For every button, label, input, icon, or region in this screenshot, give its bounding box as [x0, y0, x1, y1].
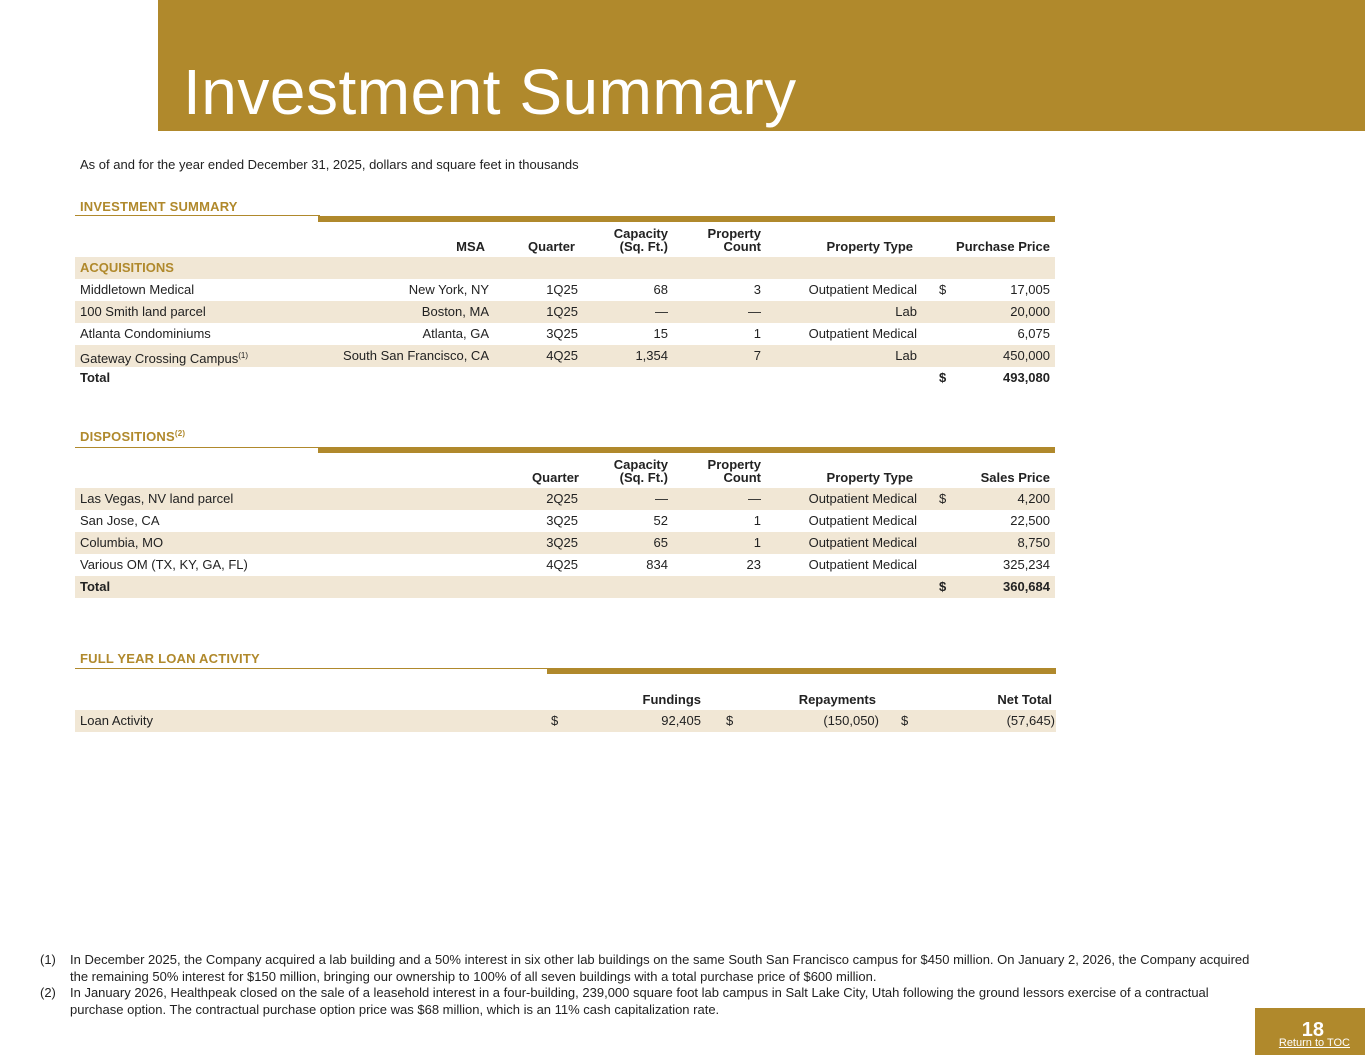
total-row: [75, 367, 1055, 389]
table-row: [75, 279, 1055, 301]
currency: $: [939, 282, 947, 297]
header-sales-price: Sales Price: [980, 470, 1050, 485]
loan-activity-row: [75, 710, 1056, 732]
section-divider: [75, 215, 320, 216]
footnote-marker: (1): [238, 351, 249, 360]
property-name-text: Middletown Medical: [80, 282, 195, 297]
footnote-item: [40, 985, 1250, 1018]
property-name: Various OM (TX, KY, GA, FL): [80, 557, 248, 572]
header-msa: MSA: [456, 239, 485, 254]
acquisition-rows: [75, 279, 1055, 367]
footnotes: [40, 952, 1250, 1018]
page-number-box: [1255, 1008, 1365, 1055]
header-quarter: Quarter: [532, 470, 579, 485]
capacity: —: [655, 304, 668, 319]
loans-section-title: FULL YEAR LOAN ACTIVITY: [80, 651, 260, 666]
property-count: 1: [753, 326, 761, 341]
footnote-number: (2): [40, 985, 56, 1000]
property-count: 23: [746, 557, 761, 572]
quarter: 4Q25: [546, 348, 578, 363]
disposition-rows: [75, 488, 1055, 576]
table-row: [75, 554, 1055, 576]
sales-price: 8,750: [1017, 535, 1050, 550]
total-value: 360,684: [1003, 579, 1050, 594]
table-row: [75, 323, 1055, 345]
property-type: Lab: [895, 304, 917, 319]
purchase-price: 20,000: [1010, 304, 1050, 319]
total-currency: $: [939, 579, 947, 594]
footnote-number: (1): [40, 952, 56, 967]
quarter: 1Q25: [546, 282, 578, 297]
purchase-price: 17,005: [1010, 282, 1050, 297]
header-property-type: Property Type: [826, 470, 913, 485]
header-quarter: Quarter: [528, 239, 575, 254]
table-row: [75, 488, 1055, 510]
property-type: Lab: [895, 348, 917, 363]
property-count: 1: [753, 513, 761, 528]
property-type: Outpatient Medical: [808, 557, 917, 572]
loan-activity-label: Loan Activity: [80, 713, 153, 728]
property-name: Columbia, MO: [80, 535, 164, 550]
table-header-row: [75, 675, 1056, 710]
dispositions-table: [75, 453, 1055, 598]
purchase-price: 6,075: [1017, 326, 1050, 341]
investment-table: [75, 222, 1055, 389]
property-name: [80, 349, 248, 366]
property-name: Las Vegas, NV land parcel: [80, 491, 234, 506]
quarter: 3Q25: [546, 535, 578, 550]
currency: $: [939, 491, 947, 506]
table-row: [75, 301, 1055, 323]
sales-price: 325,234: [1003, 557, 1050, 572]
header-repayments: Repayments: [798, 692, 876, 707]
footnote-item: [40, 952, 1250, 985]
header-net-total: Net Total: [997, 692, 1052, 707]
net-value: (57,645): [1006, 713, 1055, 728]
repayments-value: (150,050): [823, 713, 879, 728]
header-capacity: Capacity (Sq. Ft.): [613, 457, 668, 485]
return-to-toc-link[interactable]: Return to TOC: [1278, 1037, 1350, 1049]
capacity: 15: [653, 326, 668, 341]
table-row: [75, 510, 1055, 532]
table-row: [75, 345, 1055, 367]
msa: Boston, MA: [421, 304, 489, 319]
property-count: —: [748, 304, 761, 319]
property-name: [80, 283, 194, 297]
property-name-text: 100 Smith land parcel: [80, 304, 206, 319]
property-type: Outpatient Medical: [808, 535, 917, 550]
title-banner: [158, 0, 1365, 131]
dispositions-section-title: DISPOSITIONS$^{(2)}$: [80, 429, 186, 444]
property-count: 7: [753, 348, 761, 363]
page-title: Investment Summary: [183, 56, 797, 128]
category-row: [75, 257, 1055, 279]
footnote-text: In January 2026, Healthpeak closed on the sale of a leasehold interest in a four-building, 239,000 square foot lab campus in Salt Lake City, Utah following the ground lessors exercise of a contractual purchase option. The contractual purchase option price was $68 million, which is an 11% cash capitalization rate.: [70, 985, 1209, 1017]
msa: New York, NY: [408, 282, 489, 297]
quarter: 2Q25: [546, 491, 578, 506]
property-type: Outpatient Medical: [808, 282, 917, 297]
quarter: 3Q25: [546, 513, 578, 528]
total-value: 493,080: [1003, 370, 1050, 385]
sales-price: 4,200: [1017, 491, 1050, 506]
msa: Atlanta, GA: [422, 326, 489, 341]
page-number: 18: [1301, 1019, 1324, 1041]
total-label: Total: [80, 370, 111, 385]
quarter: 3Q25: [546, 326, 578, 341]
header-purchase-price: Purchase Price: [956, 239, 1050, 254]
total-row: [75, 576, 1055, 598]
purchase-price: 450,000: [1003, 348, 1050, 363]
property-type: Outpatient Medical: [808, 491, 917, 506]
property-type: Outpatient Medical: [808, 326, 917, 341]
total-label: Total: [80, 579, 111, 594]
header-fundings: Fundings: [642, 692, 701, 707]
capacity: 68: [653, 282, 668, 297]
property-type: Outpatient Medical: [808, 513, 917, 528]
investment-section-title: INVESTMENT SUMMARY: [80, 199, 238, 214]
property-name: San Jose, CA: [80, 513, 160, 528]
table-header-row: [75, 453, 1055, 488]
property-count: 1: [753, 535, 761, 550]
header-property-count: Property Count: [707, 226, 761, 254]
capacity: —: [655, 491, 668, 506]
property-name-text: Gateway Crossing Campus: [80, 351, 239, 366]
property-count: 3: [753, 282, 761, 297]
section-accent-bar: [547, 668, 1056, 674]
capacity: 52: [653, 513, 668, 528]
property-name: [80, 305, 206, 319]
fundings-currency: $: [551, 713, 559, 728]
header-property-count: Property Count: [707, 457, 761, 485]
msa: South San Francisco, CA: [343, 348, 489, 363]
header-property-type: Property Type: [826, 239, 913, 254]
report-subtitle: As of and for the year ended December 31, 2025, dollars and square feet in thousands: [80, 157, 579, 172]
quarter: 4Q25: [546, 557, 578, 572]
header-capacity: Capacity (Sq. Ft.): [613, 226, 668, 254]
quarter: 1Q25: [546, 304, 578, 319]
capacity: 1,354: [635, 348, 668, 363]
loan-table: [75, 675, 1056, 732]
table-header-row: [75, 222, 1055, 257]
table-row: [75, 532, 1055, 554]
footnote-text: In December 2025, the Company acquired a lab building and a 50% interest in six other lab buildings on the same South San Francisco campus for $450 million. On January 2, 2026, the Company acquired the remaining 50% interest for $150 million, bringing our ownership to 100% of all seven buildings with a total purchase price of $600 million.: [70, 952, 1250, 984]
total-currency: $: [939, 370, 947, 385]
property-count: —: [748, 491, 761, 506]
net-currency: $: [901, 713, 909, 728]
fundings-value: 92,405: [661, 713, 701, 728]
property-name: [80, 327, 211, 341]
sales-price: 22,500: [1010, 513, 1050, 528]
category-acquisitions: ACQUISITIONS: [80, 260, 174, 275]
repayments-currency: $: [726, 713, 734, 728]
capacity: 834: [646, 557, 668, 572]
capacity: 65: [653, 535, 668, 550]
property-name-text: Atlanta Condominiums: [80, 326, 211, 341]
